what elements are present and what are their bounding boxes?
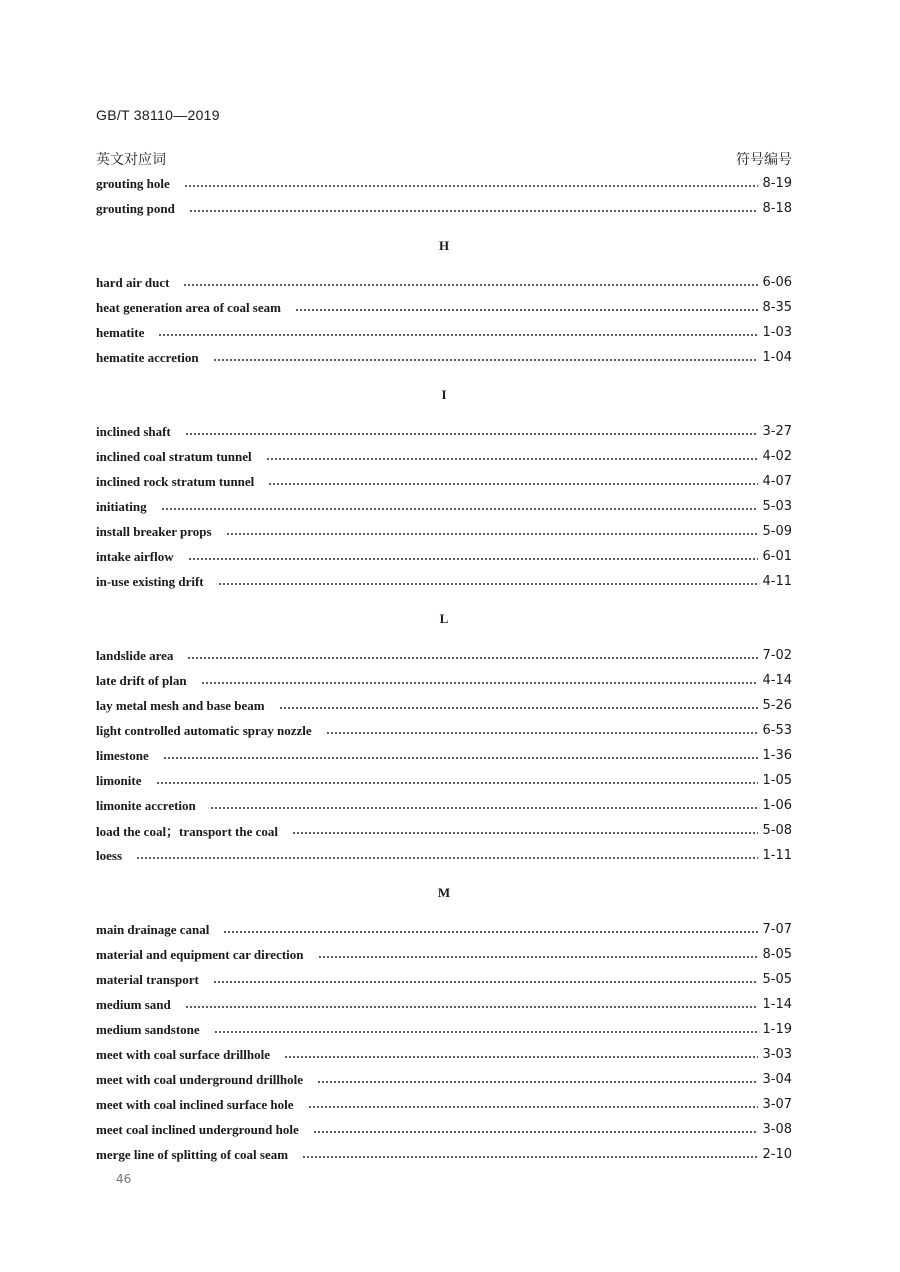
entry-term: merge line of splitting of coal seam bbox=[96, 1146, 289, 1162]
entry-term: load the coal；transport the coal bbox=[96, 824, 278, 839]
index-entry bbox=[96, 718, 792, 743]
entry-term: limestone bbox=[96, 747, 149, 763]
entry-term: main drainage canal bbox=[96, 921, 210, 937]
dot-leader bbox=[156, 782, 759, 784]
dot-leader bbox=[279, 707, 759, 709]
entry-term: meet coal inclined underground hole bbox=[96, 1121, 299, 1137]
index-entry bbox=[96, 668, 792, 693]
entry-term: grouting hole bbox=[96, 175, 170, 191]
entry-symbol-number: 2-10 bbox=[762, 1147, 792, 1162]
index-entry bbox=[96, 270, 792, 295]
dot-leader bbox=[161, 508, 759, 510]
section-letter-heading: L bbox=[439, 610, 449, 626]
index-entry bbox=[96, 693, 792, 718]
entry-term: in-use existing drift bbox=[96, 573, 204, 589]
entry-term: meet with coal underground drillhole bbox=[96, 1071, 304, 1087]
index-entry bbox=[96, 1142, 792, 1167]
index-entry bbox=[96, 569, 792, 594]
dot-leader bbox=[318, 956, 759, 958]
entry-symbol-number: 5-03 bbox=[762, 499, 792, 514]
entry-symbol-number: 3-03 bbox=[762, 1047, 792, 1062]
dot-leader bbox=[185, 433, 759, 435]
entry-term: initiating bbox=[96, 498, 147, 514]
dot-leader bbox=[189, 210, 759, 212]
dot-leader bbox=[292, 832, 759, 834]
entry-symbol-number: 1-19 bbox=[762, 1022, 792, 1037]
index-entry bbox=[96, 196, 792, 221]
dot-leader bbox=[302, 1156, 758, 1158]
entry-term: light controlled automatic spray nozzle bbox=[96, 722, 312, 738]
index-entry bbox=[96, 1067, 792, 1092]
index-entry bbox=[96, 444, 792, 469]
entry-symbol-number: 3-04 bbox=[762, 1072, 792, 1087]
index-entry bbox=[96, 345, 792, 370]
entry-symbol-number: 6-06 bbox=[762, 275, 792, 290]
entry-term: hematite accretion bbox=[96, 349, 199, 365]
dot-leader bbox=[210, 807, 759, 809]
dot-leader bbox=[226, 533, 759, 535]
entry-symbol-number: 1-04 bbox=[762, 350, 792, 365]
entry-symbol-number: 4-11 bbox=[762, 574, 792, 589]
index-entry bbox=[96, 1092, 792, 1117]
entry-symbol-number: 1-11 bbox=[762, 848, 792, 863]
entry-term: meet with coal surface drillhole bbox=[96, 1046, 271, 1062]
entry-symbol-number: 4-02 bbox=[762, 449, 792, 464]
entry-symbol-number: 4-07 bbox=[762, 474, 792, 489]
entry-symbol-number: 3-08 bbox=[762, 1122, 792, 1137]
entry-term: inclined coal stratum tunnel bbox=[96, 448, 252, 464]
entry-term: lay metal mesh and base beam bbox=[96, 697, 265, 713]
entry-term: loess bbox=[96, 847, 122, 863]
entry-symbol-number: 5-05 bbox=[762, 972, 792, 987]
dot-leader bbox=[223, 931, 758, 933]
entry-symbol-number: 1-06 bbox=[762, 798, 792, 813]
section-letter-heading: I bbox=[441, 386, 447, 402]
entry-symbol-number: 6-01 bbox=[762, 549, 792, 564]
dot-leader bbox=[201, 682, 759, 684]
dot-leader bbox=[266, 458, 759, 460]
entry-symbol-number: 1-14 bbox=[762, 997, 792, 1012]
entry-term: late drift of plan bbox=[96, 672, 187, 688]
section-letter-heading: M bbox=[437, 884, 451, 900]
dot-leader bbox=[214, 1031, 759, 1033]
entry-symbol-number: 5-08 bbox=[762, 823, 792, 838]
column-header-english: 英文对应词 bbox=[96, 152, 166, 168]
index-entry bbox=[96, 843, 792, 868]
page-number: 46 bbox=[116, 1172, 132, 1186]
dot-leader bbox=[163, 757, 759, 759]
index-entry bbox=[96, 793, 792, 818]
entry-term: heat generation area of coal seam bbox=[96, 299, 281, 315]
index-entry bbox=[96, 643, 792, 668]
entry-symbol-number: 8-35 bbox=[762, 300, 792, 315]
entry-term: medium sandstone bbox=[96, 1021, 200, 1037]
index-entry bbox=[96, 967, 792, 992]
dot-leader bbox=[284, 1056, 758, 1058]
standard-code: GB/T 38110—2019 bbox=[96, 107, 220, 123]
entry-term: install breaker props bbox=[96, 523, 212, 539]
entry-term: material transport bbox=[96, 971, 199, 987]
entry-term: limonite accretion bbox=[96, 797, 196, 813]
entry-term: inclined shaft bbox=[96, 423, 171, 439]
dot-leader bbox=[185, 1006, 759, 1008]
entry-symbol-number: 7-07 bbox=[762, 922, 792, 937]
entry-term: grouting pond bbox=[96, 200, 175, 216]
index-entry bbox=[96, 743, 792, 768]
index-entry bbox=[96, 494, 792, 519]
dot-leader bbox=[317, 1081, 758, 1083]
entry-term: meet with coal inclined surface hole bbox=[96, 1096, 294, 1112]
entry-symbol-number: 5-26 bbox=[762, 698, 792, 713]
dot-leader bbox=[326, 732, 759, 734]
index-entry bbox=[96, 295, 792, 320]
index-entry bbox=[96, 419, 792, 444]
index-entry bbox=[96, 320, 792, 345]
dot-leader bbox=[268, 483, 758, 485]
entry-symbol-number: 3-07 bbox=[762, 1097, 792, 1112]
entry-symbol-number: 6-53 bbox=[762, 723, 792, 738]
entry-symbol-number: 4-14 bbox=[762, 673, 792, 688]
entry-symbol-number: 5-09 bbox=[762, 524, 792, 539]
dot-leader bbox=[183, 284, 758, 286]
dot-leader bbox=[213, 359, 759, 361]
entry-term: limonite bbox=[96, 772, 142, 788]
section-letter-heading: H bbox=[438, 237, 450, 253]
entry-symbol-number: 1-03 bbox=[762, 325, 792, 340]
entry-term: hematite bbox=[96, 324, 145, 340]
entry-term: material and equipment car direction bbox=[96, 946, 304, 962]
index-entry bbox=[96, 171, 792, 196]
entry-term: landslide area bbox=[96, 647, 174, 663]
index-entry bbox=[96, 469, 792, 494]
index-list bbox=[96, 171, 792, 1167]
index-entry bbox=[96, 917, 792, 942]
dot-leader bbox=[158, 334, 758, 336]
dot-leader bbox=[188, 558, 759, 560]
dot-leader bbox=[136, 857, 758, 859]
entry-symbol-number: 3-27 bbox=[762, 424, 792, 439]
dot-leader bbox=[308, 1106, 759, 1108]
entry-term: hard air duct bbox=[96, 274, 170, 290]
index-entry bbox=[96, 1117, 792, 1142]
index-entry bbox=[96, 942, 792, 967]
entry-symbol-number: 1-05 bbox=[762, 773, 792, 788]
dot-leader bbox=[218, 583, 759, 585]
dot-leader bbox=[184, 185, 759, 187]
dot-leader bbox=[313, 1131, 759, 1133]
column-header-symbol-number: 符号编号 bbox=[736, 152, 792, 168]
entry-term: medium sand bbox=[96, 996, 171, 1012]
index-entry bbox=[96, 544, 792, 569]
index-entry bbox=[96, 519, 792, 544]
entry-symbol-number: 8-05 bbox=[762, 947, 792, 962]
index-entry bbox=[96, 992, 792, 1017]
entry-symbol-number: 7-02 bbox=[762, 648, 792, 663]
dot-leader bbox=[213, 981, 759, 983]
index-entry bbox=[96, 1042, 792, 1067]
entry-term: intake airflow bbox=[96, 548, 174, 564]
index-entry bbox=[96, 818, 792, 843]
entry-symbol-number: 1-36 bbox=[762, 748, 792, 763]
index-entry bbox=[96, 768, 792, 793]
entry-symbol-number: 8-18 bbox=[762, 201, 792, 216]
entry-term: inclined rock stratum tunnel bbox=[96, 473, 255, 489]
index-entry bbox=[96, 1017, 792, 1042]
dot-leader bbox=[187, 657, 758, 659]
dot-leader bbox=[295, 309, 759, 311]
entry-symbol-number: 8-19 bbox=[762, 176, 792, 191]
